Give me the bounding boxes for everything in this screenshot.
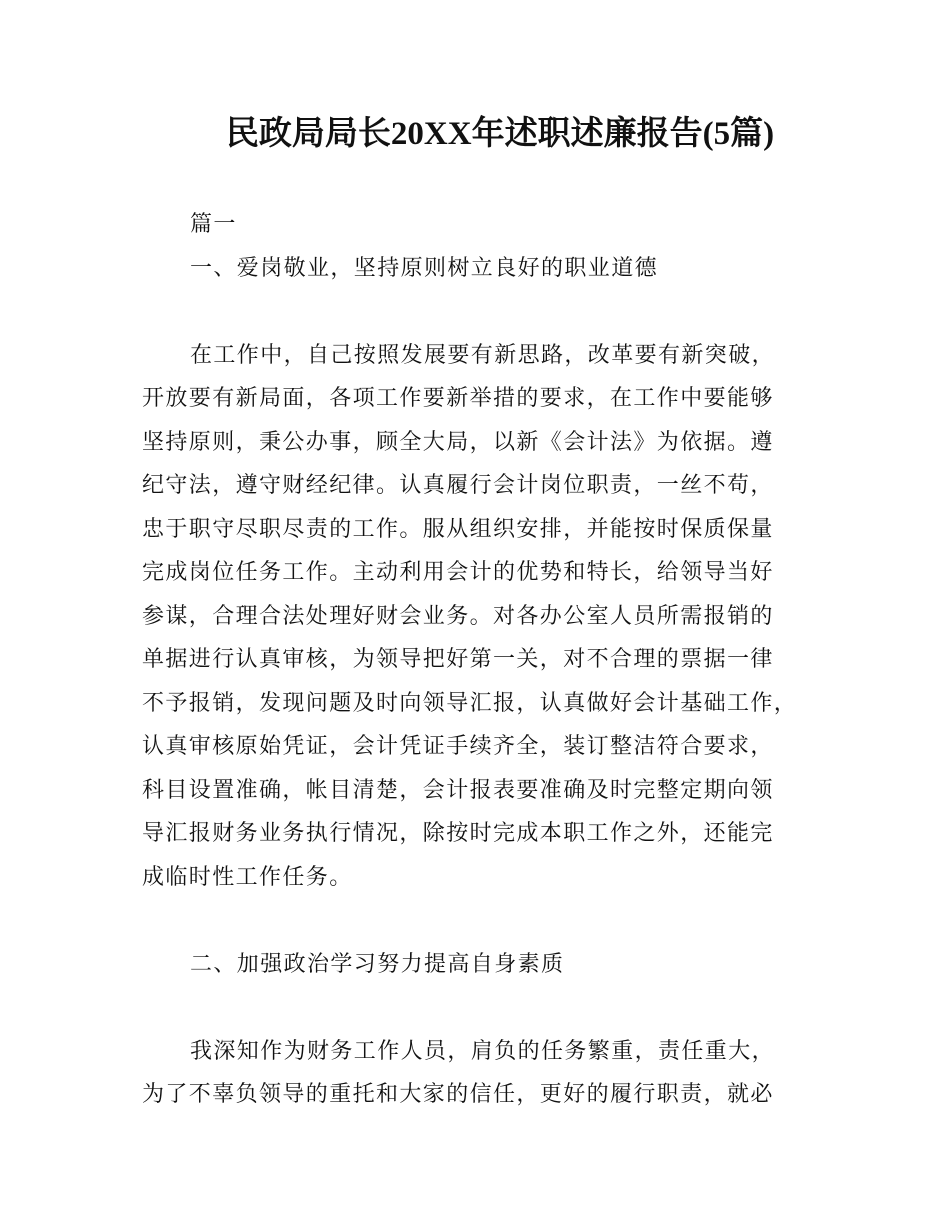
paragraph-line: 导汇报财务业务执行情况，除按时完成本职工作之外，还能完 (142, 821, 774, 846)
paragraph-line: 单据进行认真审核，为领导把好第一关，对不合理的票据一律 (142, 647, 774, 672)
section-heading-2: 二、加强政治学习努力提高自身素质 (190, 952, 565, 977)
section-heading-1: 一、爱岗敬业，坚持原则树立良好的职业道德 (190, 256, 659, 281)
paragraph-line: 纪守法，遵守财经纪律。认真履行会计岗位职责，一丝不苟， (142, 473, 774, 498)
paragraph-line: 为了不辜负领导的重托和大家的信任，更好的履行职责，就必 (142, 1082, 774, 1107)
paragraph-line: 在工作中，自己按照发展要有新思路，改革要有新突破， (190, 343, 776, 368)
paragraph-line: 成临时性工作任务。 (142, 865, 353, 890)
section-label: 篇一 (190, 212, 237, 237)
paragraph-line: 参谋，合理合法处理好财会业务。对各办公室人员所需报销的 (142, 604, 774, 629)
paragraph-line: 科目设置准确，帐目清楚，会计报表要准确及时完整定期向领 (142, 778, 774, 803)
paragraph-line: 忠于职守尽职尽责的工作。服从组织安排，并能按时保质保量 (142, 517, 774, 542)
paragraph-line: 开放要有新局面，各项工作要新举措的要求，在工作中要能够 (142, 386, 774, 411)
paragraph-line: 坚持原则，秉公办事，顾全大局，以新《会计法》为依据。遵 (142, 430, 774, 455)
paragraph-line: 我深知作为财务工作人员，肩负的任务繁重，责任重大， (190, 1039, 776, 1064)
document-title: 民政局局长20XX年述职述廉报告(5篇) (225, 116, 775, 152)
paragraph-line: 完成岗位任务工作。主动利用会计的优势和特长，给领导当好 (142, 560, 774, 585)
paragraph-line: 认真审核原始凭证，会计凭证手续齐全，装订整洁符合要求， (142, 734, 774, 759)
paragraph-line: 不予报销，发现问题及时向领导汇报，认真做好会计基础工作， (142, 691, 798, 716)
